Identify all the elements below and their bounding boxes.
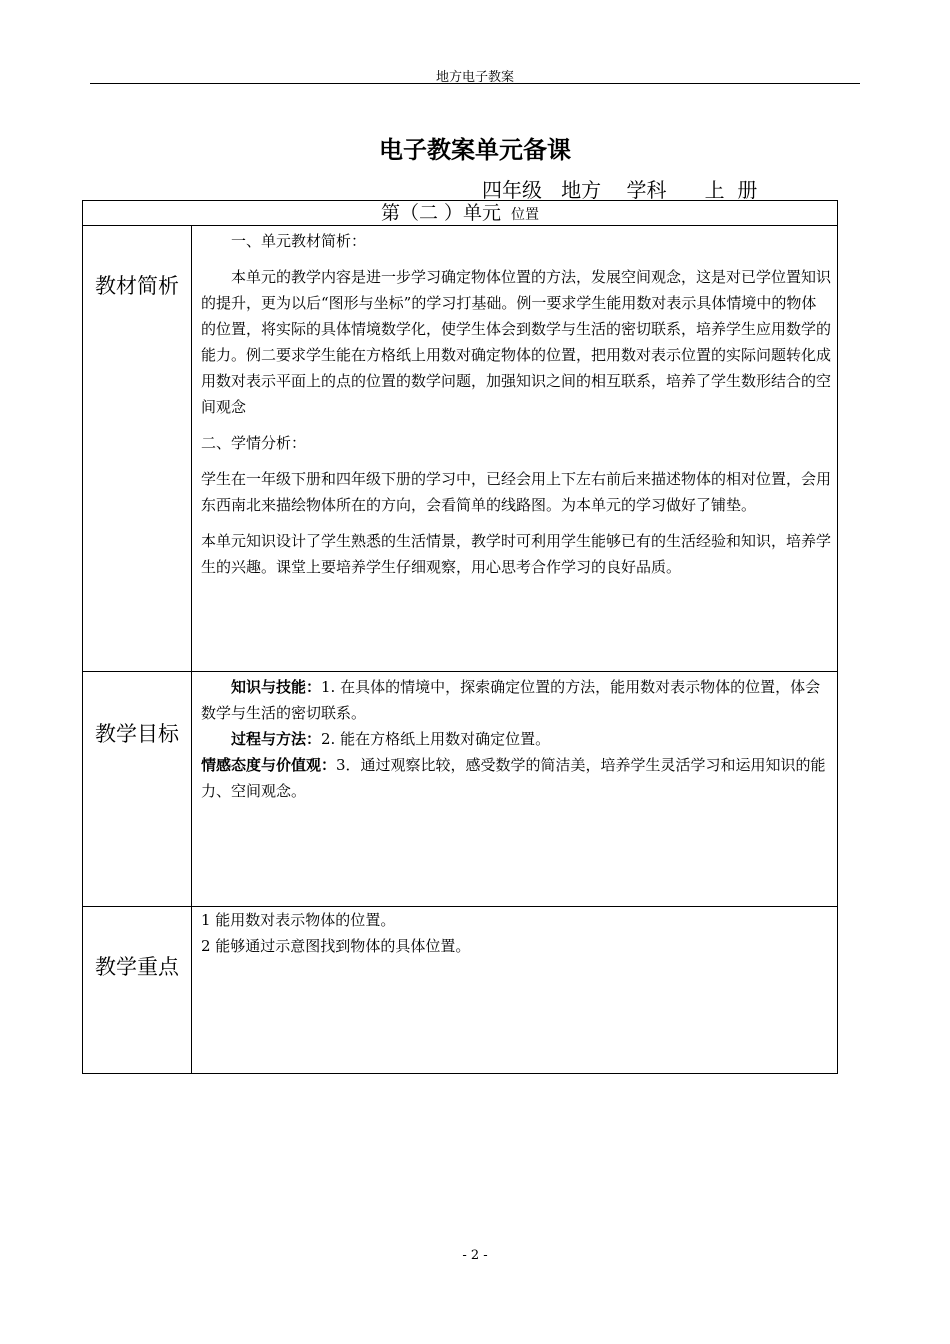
- unit-topic: 位置: [511, 207, 540, 223]
- lesson-plan-table: [82, 200, 838, 1074]
- paragraph: 学生在一年级下册和四年级下册的学习中，已经会用上下左右前后来描述物体的相对位置，会用东西南北来描绘物体所在的方向，会看简单的线路图。为本单元的学习做好了铺垫。: [201, 470, 832, 514]
- key-points-row: [83, 907, 837, 1073]
- unit-row: [83, 201, 837, 226]
- key-points-content: [193, 907, 837, 1073]
- section-heading: 二、学情分析：: [201, 434, 307, 452]
- row-label: 教材简析: [83, 226, 192, 671]
- document-title: 电子教案单元备课: [379, 136, 571, 164]
- paragraph: 本单元的教学内容是进一步学习确定物体位置的方法，发展空间观念，这是对已学位置知识的提升，更为以后“图形与坐标”的学习打基础。例一要求学生能用数对表示具体情境中的物体的位置，将实际的具体情境数学化，使学生体会到数学与生活的密切联系，培养学生应用数学的能力。例二要求学生能在方格纸上用数对确定物体的位置，把用数对表示位置的实际问题转化成用数对表示平面上的点的位置的数学问题，加强知识之间的相互联系，培养了学生数形结合的空间观念: [201, 268, 832, 416]
- page-header: 地方电子教案: [435, 70, 514, 85]
- goal-label: 情感态度与价值观：: [201, 756, 337, 774]
- teaching-goals-row: [83, 672, 837, 907]
- goal-text: 1. 在具体的情境中，探索确定位置的方法，能用数对表示物体的位置，体会数学与生活的密切联系。: [201, 678, 821, 722]
- key-point: 1 能用数对表示物体的位置。: [201, 911, 396, 929]
- goal-label: 知识与技能：: [231, 678, 322, 696]
- section-heading: 一、单元教材简析：: [231, 232, 367, 250]
- goal-label: 过程与方法：: [231, 730, 322, 748]
- goal-process: [201, 726, 831, 752]
- grade-subject-line: 四年级 地方 学科 上 册: [482, 178, 758, 202]
- goal-knowledge: [201, 674, 831, 726]
- row-label: 教学目标: [83, 672, 192, 906]
- material-analysis-content: [193, 226, 837, 671]
- header-rule: [90, 83, 860, 84]
- teaching-goals-content: [193, 672, 837, 906]
- row-label: 教学重点: [83, 907, 192, 1073]
- material-analysis-row: [83, 226, 837, 672]
- goal-text: 3．通过观察比较，感受数学的简洁美，培养学生灵活学习和运用知识的能力、空间观念。: [201, 756, 826, 800]
- paragraph: 本单元知识设计了学生熟悉的生活情景，教学时可利用学生能够已有的生活经验和知识，培养学生的兴趣。课堂上要培养学生仔细观察，用心思考合作学习的良好品质。: [201, 532, 832, 576]
- goal-text: 2. 能在方格纸上用数对确定位置。: [321, 730, 551, 748]
- goal-emotion: [201, 752, 831, 804]
- unit-title: 第（二 ）单元: [380, 202, 502, 224]
- page-number: - 2 -: [462, 1248, 488, 1263]
- key-point: 2 能够通过示意图找到物体的具体位置。: [201, 937, 471, 955]
